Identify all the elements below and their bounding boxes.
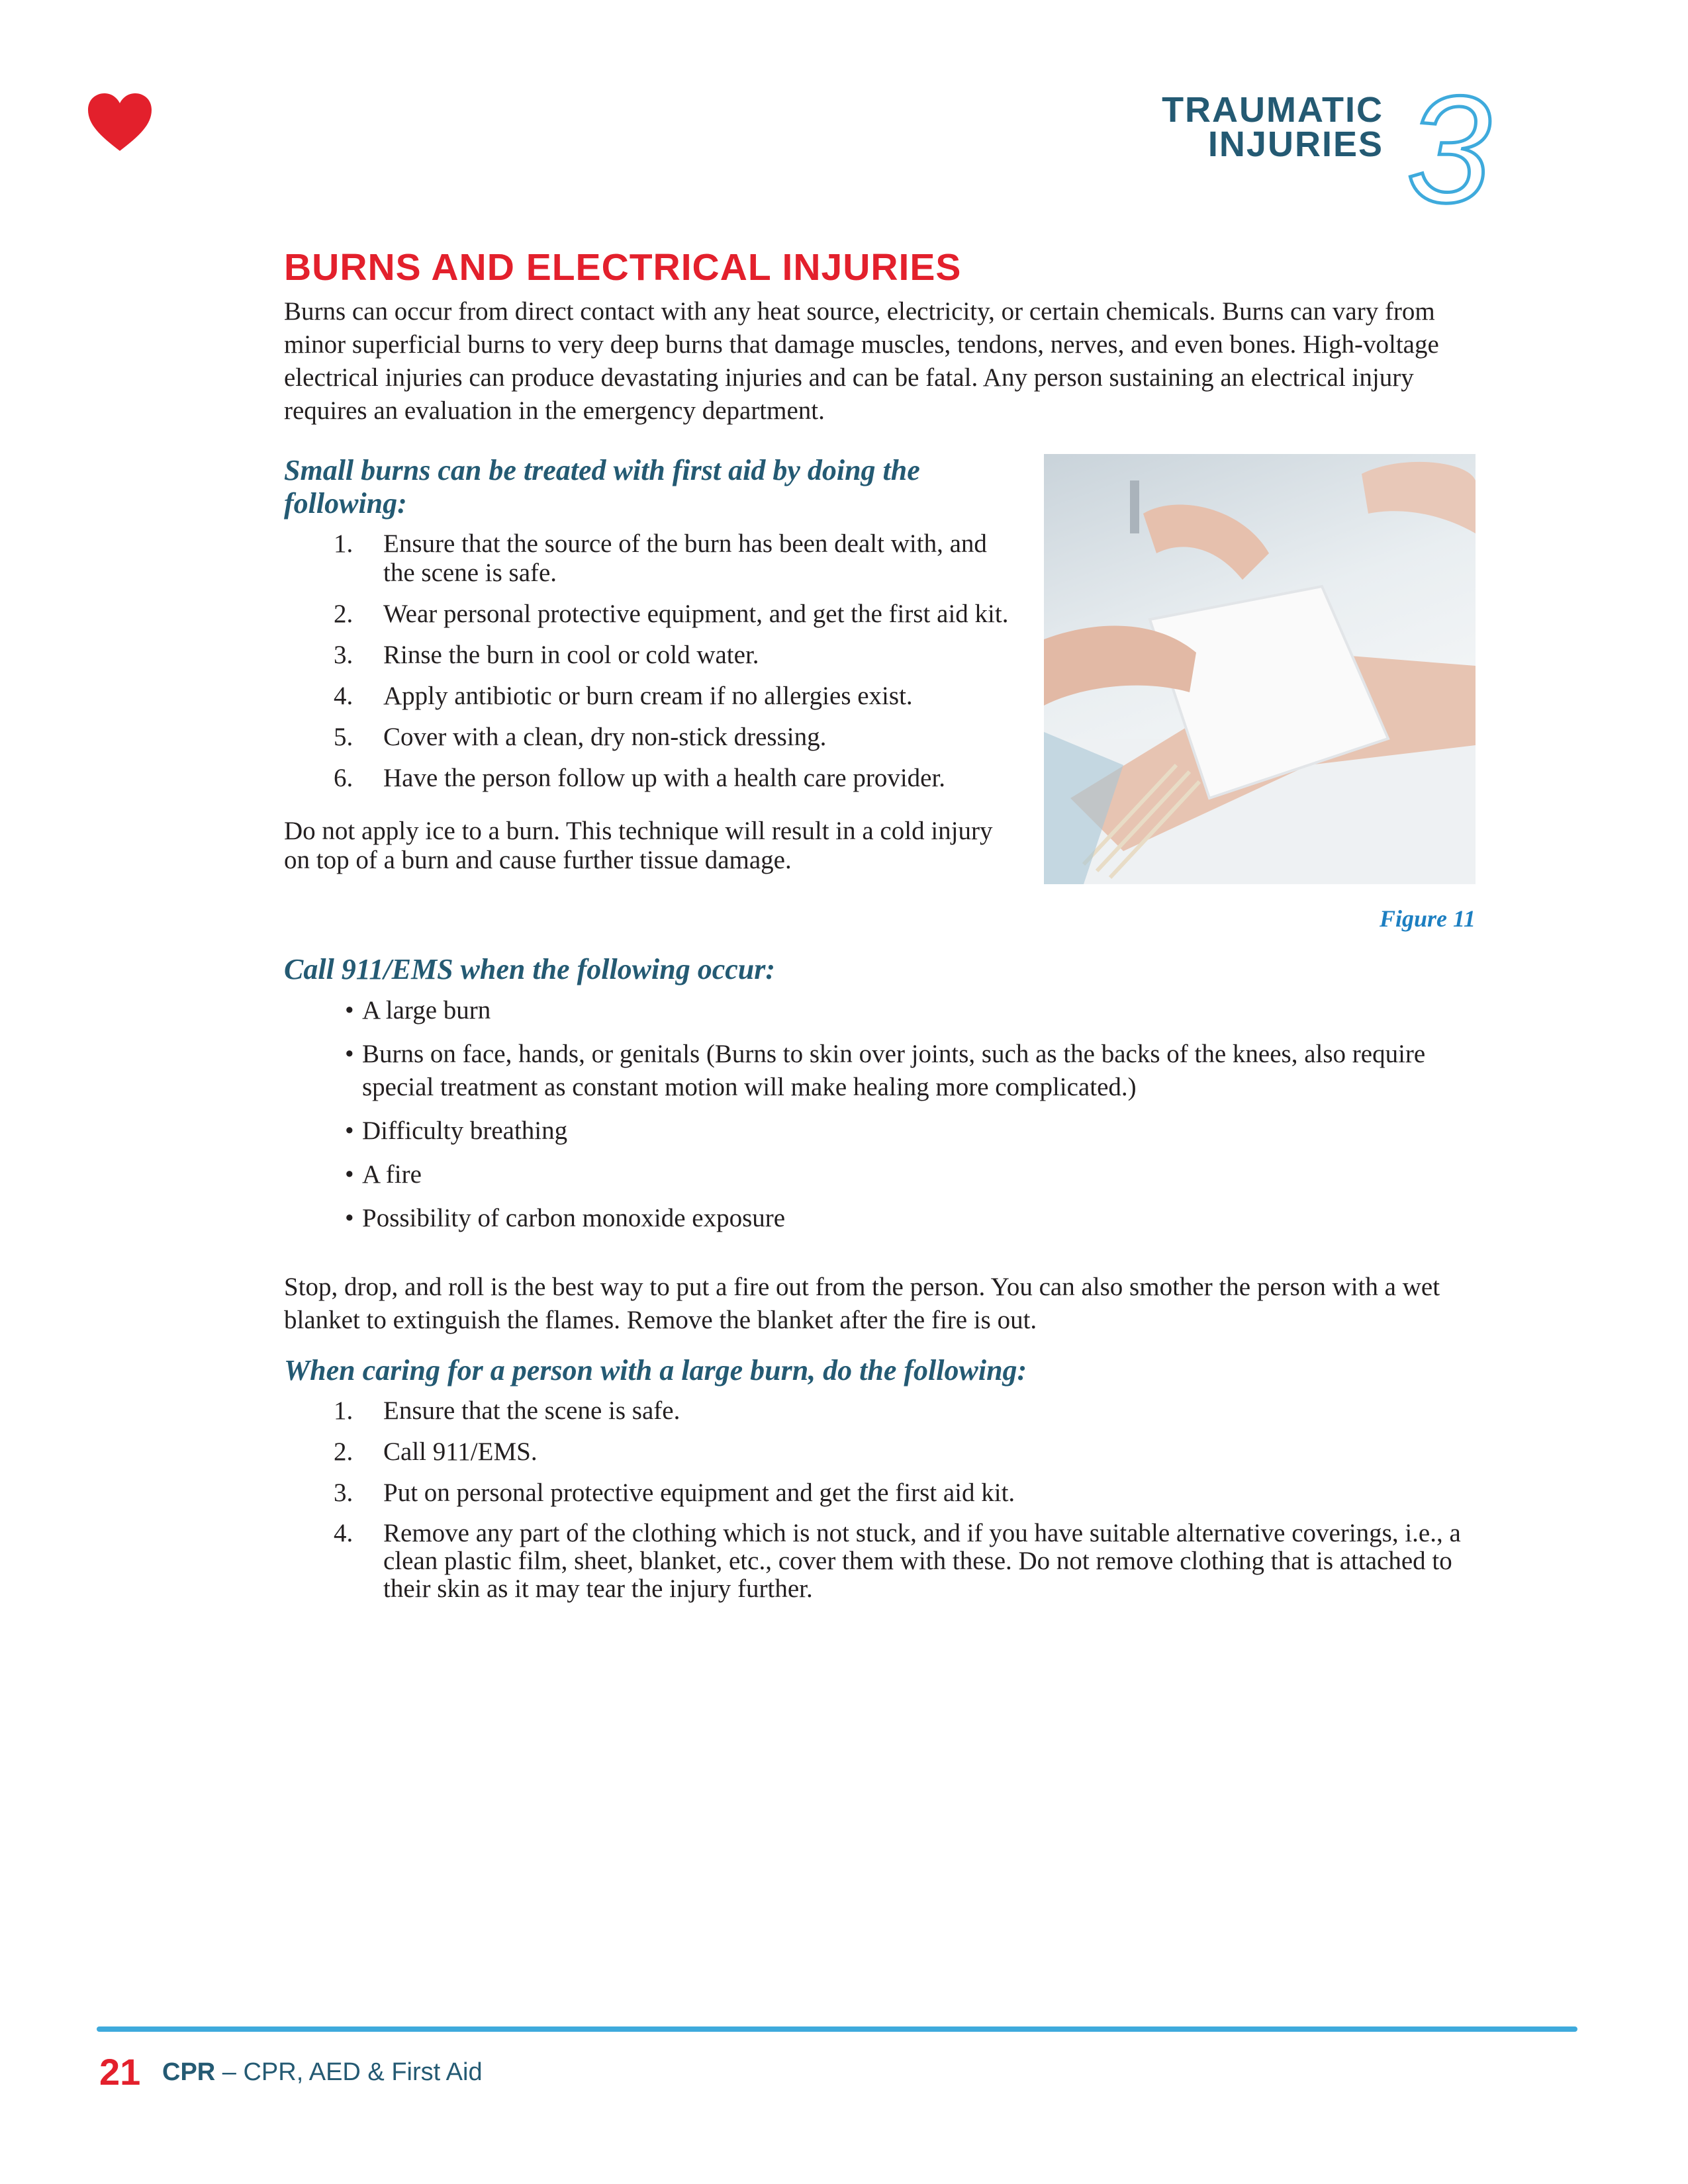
- list-item: 2. Call 911/EMS.: [334, 1437, 538, 1466]
- list-item: • A large burn: [345, 996, 491, 1024]
- section-title: BURNS AND ELECTRICAL INJURIES: [284, 246, 962, 289]
- page-number: 21: [99, 2051, 141, 2093]
- list-item: 1. Ensure that the source of the burn has been dealt with, and the scene is safe.: [334, 529, 987, 587]
- stop-drop-roll-paragraph: Stop, drop, and roll is the best way to put a fire out from the person. You can also smother the person with a wet blanket to extinguish the flames. Remove the blanket after the fire is out.: [284, 1273, 1440, 1334]
- list-item: 2. Wear personal protective equipment, and get the first aid kit.: [334, 600, 1009, 628]
- large-burn-section: [284, 1354, 1476, 1603]
- list-item: • Difficulty breathing: [345, 1116, 568, 1145]
- small-burns-section: [284, 454, 1019, 933]
- small-burns-heading: Small burns can be treated with first aid by doing the following:: [284, 454, 920, 520]
- chapter-number: [1407, 83, 1506, 215]
- large-burn-heading: When caring for a person with a large burn, do the following:: [284, 1354, 1027, 1387]
- chapter-number-text: 3: [1407, 83, 1491, 215]
- list-item: • A fire: [345, 1160, 422, 1189]
- figure-caption: Figure 11: [1379, 905, 1476, 932]
- chapter-title-line2: INJURIES: [1207, 124, 1383, 164]
- list-item: 4. Apply antibiotic or burn cream if no allergies exist.: [334, 682, 913, 710]
- call-911-list: [284, 994, 1476, 1235]
- bandaged-arm-illustration: [1044, 454, 1476, 884]
- footer-divider: [97, 2026, 1577, 2032]
- list-item: 3. Rinse the burn in cool or cold water.: [334, 641, 759, 669]
- list-item: 4. Remove any part of the clothing which is not stuck, and if you have suitable alternative coverings, i.e., a clean plastic film, sheet, blanket, etc., cover them with these. Do not remove clothing that is attached to their skin as it may tear the injury further.: [334, 1519, 1461, 1603]
- ice-warning: Do not apply ice to a burn. This technique will result in a cold injury on top of a burn and cause further tissue damage.: [284, 817, 993, 874]
- call-911-section: [284, 953, 1476, 1235]
- main-content: [284, 245, 1476, 1615]
- small-burns-steps: [284, 529, 1019, 793]
- figure-column: [1044, 454, 1476, 933]
- call-911-heading: Call 911/EMS when the following occur:: [284, 953, 776, 985]
- small-burns-row: [284, 454, 1476, 933]
- heart-logo-icon: [85, 93, 154, 152]
- list-item: 3. Put on personal protective equipment and get the first aid kit.: [334, 1479, 1015, 1507]
- list-item: • Burns on face, hands, or genitals (Burns to skin over joints, such as the backs of the knees, also require special treatment as constant motion will make healing more complicated.): [345, 1040, 1426, 1101]
- intro-paragraph: Burns can occur from direct contact with any heat source, electricity, or certain chemicals. Burns can vary from minor superficial burns to very deep burns that damage muscles, tendons, nerves, and even bones. High-voltage electrical injuries can produce devastating injuries and can be fatal. Any person sustaining an electrical injury requires an evaluation in the emergency department.: [284, 297, 1439, 425]
- list-item: 6. Have the person follow up with a health care provider.: [334, 764, 946, 792]
- large-burn-steps: [284, 1396, 1476, 1603]
- list-item: 5. Cover with a clean, dry non-stick dressing.: [334, 723, 827, 751]
- list-item: • Possibility of carbon monoxide exposure: [345, 1204, 786, 1232]
- list-item: 1. Ensure that the scene is safe.: [334, 1396, 680, 1425]
- footer-brand: CPR: [162, 2058, 216, 2086]
- chapter-title-line1: TRAUMATIC: [1162, 90, 1383, 130]
- chapter-title: [1162, 90, 1383, 164]
- figure-burn-bandaging-photo: [1044, 454, 1476, 884]
- footer-separator: –: [215, 2058, 244, 2086]
- footer-title: [162, 2058, 483, 2087]
- footer-course-title: CPR, AED & First Aid: [243, 2058, 483, 2086]
